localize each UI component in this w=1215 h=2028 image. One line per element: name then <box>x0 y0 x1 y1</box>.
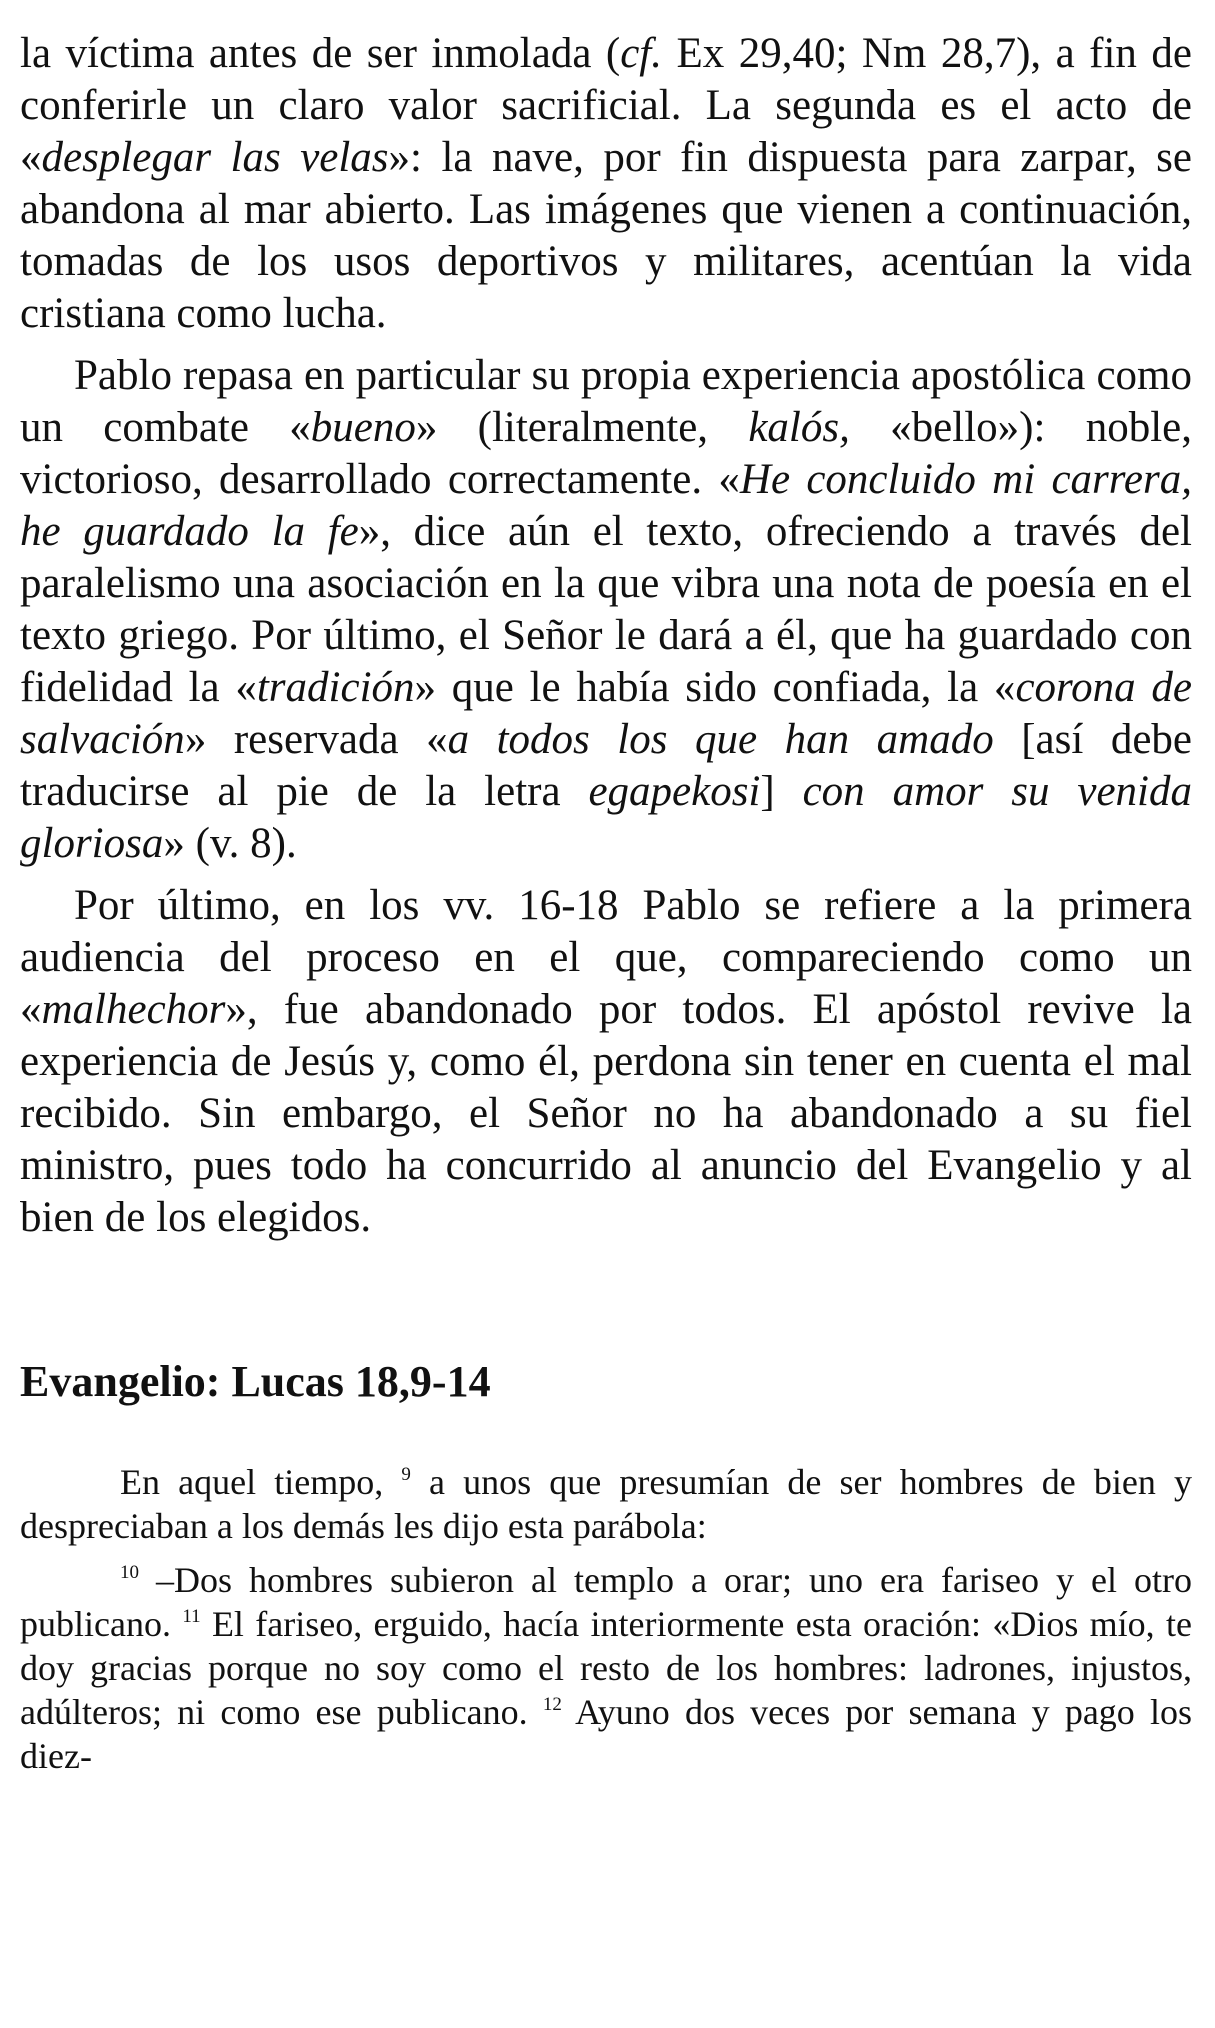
commentary-section <box>20 28 1192 1244</box>
italic-phrase: cf. <box>620 30 662 77</box>
italic-phrase: kalós, <box>748 404 850 451</box>
text-run: »: la nave, por fin dispuesta para zarpar, se abandona al mar abierto. Las imágenes que vienen a continuación, tomadas de los usos deportivos y militares, acentúan la vida cristiana como lucha. <box>20 134 1192 337</box>
text-run: –Dos hombres subieron al templo a orar; uno era fariseo y el otro publicano. <box>20 1560 1192 1644</box>
text-run: [así debe traducirse al pie de la letra <box>20 716 1193 815</box>
page <box>20 28 1192 1778</box>
gospel-paragraph <box>20 1460 1192 1548</box>
text-run: a unos que presumían de ser hombres de bien y despreciaban a los demás les dijo esta parábola: <box>20 1462 1192 1546</box>
text-run: Ex 29,40; Nm 28,7), a fin de conferirle un claro valor sacrificial. La segunda es el acto de « <box>20 30 1192 181</box>
italic-phrase: He concluido mi carrera, he guardado la fe <box>20 456 1193 555</box>
gospel-reading <box>20 1460 1192 1778</box>
italic-phrase: tradición <box>256 664 415 711</box>
text-run: Ayuno dos veces por semana y pago los diez- <box>20 1692 1193 1776</box>
text-run: En aquel tiempo, <box>120 1462 402 1502</box>
italic-phrase: bueno <box>310 404 416 451</box>
gospel-paragraph <box>20 1558 1192 1778</box>
verse-number: 10 <box>120 1562 139 1583</box>
verse-number: 9 <box>401 1464 411 1485</box>
text-run: El fariseo, erguido, hacía interiormente esta oración: «Dios mío, te doy gracias porque no soy como el resto de los hombres: ladrones, injustos, adúlteros; ni como ese publicano. <box>20 1604 1193 1732</box>
commentary-paragraph <box>20 28 1192 340</box>
text-run: », dice aún el texto, ofreciendo a través del paralelismo una asociación en la que vibra una nota de poesía en el texto griego. Por último, el Señor le dará a él, que ha guardado con fidelidad la « <box>20 508 1192 711</box>
commentary-paragraph <box>20 880 1192 1244</box>
text-run: » (literalmente, <box>415 404 749 451</box>
section-title: Evangelio: Lucas 18,9-14 <box>20 1357 491 1406</box>
text-run: «bello»): noble, victorioso, desarrollado correctamente. « <box>20 404 1192 503</box>
text-run: », fue abandonado por todos. El apóstol revive la experiencia de Jesús y, como él, perdona sin tener en cuenta el mal recibido. Sin embargo, el Señor no ha abandonado a su fiel ministro, pues todo ha concurrido al anuncio del Evangelio y al bien de los elegidos. <box>20 986 1192 1241</box>
text-run: la víctima antes de ser inmolada ( <box>20 30 621 77</box>
text-run: ] <box>760 768 803 815</box>
italic-phrase: a todos los que han amado <box>447 716 994 763</box>
text-run: » (v. 8). <box>163 820 297 867</box>
italic-phrase: desplegar las velas <box>41 134 389 181</box>
text-run: Pablo repasa en particular su propia experiencia apostólica como un combate « <box>20 352 1192 451</box>
italic-phrase: egapekosi <box>588 768 761 815</box>
italic-phrase: malhechor <box>41 986 226 1033</box>
text-run: » que le había sido confiada, la « <box>414 664 1016 711</box>
italic-phrase: con amor su venida gloriosa <box>20 768 1192 867</box>
commentary-paragraph <box>20 350 1192 870</box>
text-run: Por último, en los vv. 16-18 Pablo se refiere a la primera audiencia del proceso en el que, compareciendo como un « <box>20 882 1192 1033</box>
text-run: » reservada « <box>184 716 448 763</box>
italic-phrase: corona de salvación <box>20 664 1192 763</box>
verse-number: 11 <box>182 1606 201 1627</box>
verse-number: 12 <box>542 1694 562 1715</box>
